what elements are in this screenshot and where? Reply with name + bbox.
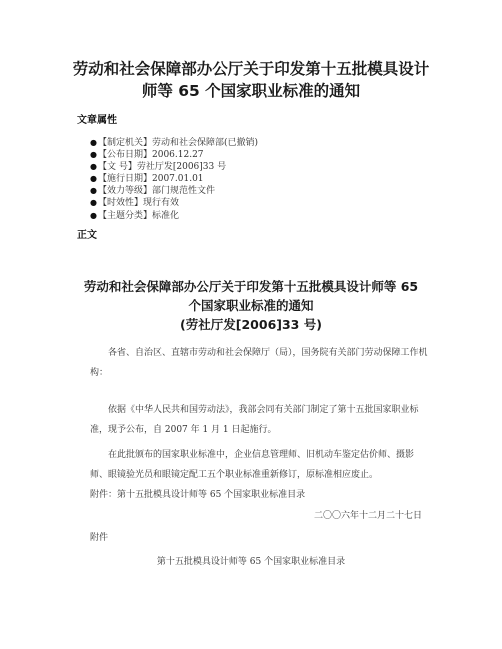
bullet-icon: ●	[90, 162, 97, 172]
appendix-title: 第十五批模具设计师等 65 个国家职业标准目录	[156, 557, 346, 567]
heading-line-1: 劳动和社会保障部办公厅关于印发第十五批模具设计师等 65	[83, 279, 419, 294]
attribute-list	[90, 137, 258, 222]
bullet-icon: ●	[90, 198, 97, 208]
bullet-icon: ●	[90, 210, 97, 220]
attribute-item: ●【时效性】现行有效	[90, 198, 180, 209]
title-line-2: 师等 65 个国家职业标准的通知	[141, 82, 361, 100]
attribute-item: ●【主题分类】标准化	[90, 210, 180, 221]
bullet-icon: ●	[90, 138, 97, 147]
appendix-label: 附件	[90, 533, 109, 543]
bullet-icon: ●	[90, 186, 97, 196]
attribute-item: ●【效力等级】部门规范性文件	[90, 186, 216, 197]
title-line-1: 劳动和社会保障部办公厅关于印发第十五批模具设计	[72, 60, 430, 78]
paragraph-revision: 在此批颁布的国家职业标准中，企业信息管理师、旧机动车鉴定估价师、摄影师、眼镜验光员和眼镜定配工五个职业标准重新修订，原标准相应废止。	[90, 450, 415, 480]
heading-line-2: 个国家职业标准的通知	[188, 298, 314, 313]
attribute-item: ●【文 号】劳社厅发[2006]33 号	[90, 162, 227, 173]
body-label: 正文	[77, 230, 97, 241]
paragraph-basis: 依据《中华人民共和国劳动法》，我部会同有关部门制定了第十五批国家职业标准，现予公布，自 2007 年 1 月 1 日起施行。	[90, 405, 419, 435]
bullet-icon: ●	[90, 150, 97, 160]
heading-line-3: (劳社厅发[2006]33 号)	[180, 317, 322, 332]
page-title	[40, 58, 462, 102]
attributes-label: 文章属性	[77, 115, 117, 126]
paragraph-addressees: 各省、自治区、直辖市劳动和社会保障厅（局），国务院有关部门劳动保障工作机构：	[90, 348, 428, 378]
bullet-icon: ●	[90, 174, 97, 184]
paragraph-attachment: 附件：第十五批模具设计师等 65 个国家职业标准目录	[90, 490, 306, 500]
attribute-item: ●【施行日期】2007.01.01	[90, 174, 204, 185]
attribute-item: ●【制定机关】劳动和社会保障部(已撤销)	[90, 138, 259, 148]
issue-date: 二〇〇六年十二月二十七日	[313, 511, 422, 521]
attribute-item: ●【公布日期】2006.12.27	[90, 150, 204, 161]
document-heading-block	[40, 277, 462, 334]
